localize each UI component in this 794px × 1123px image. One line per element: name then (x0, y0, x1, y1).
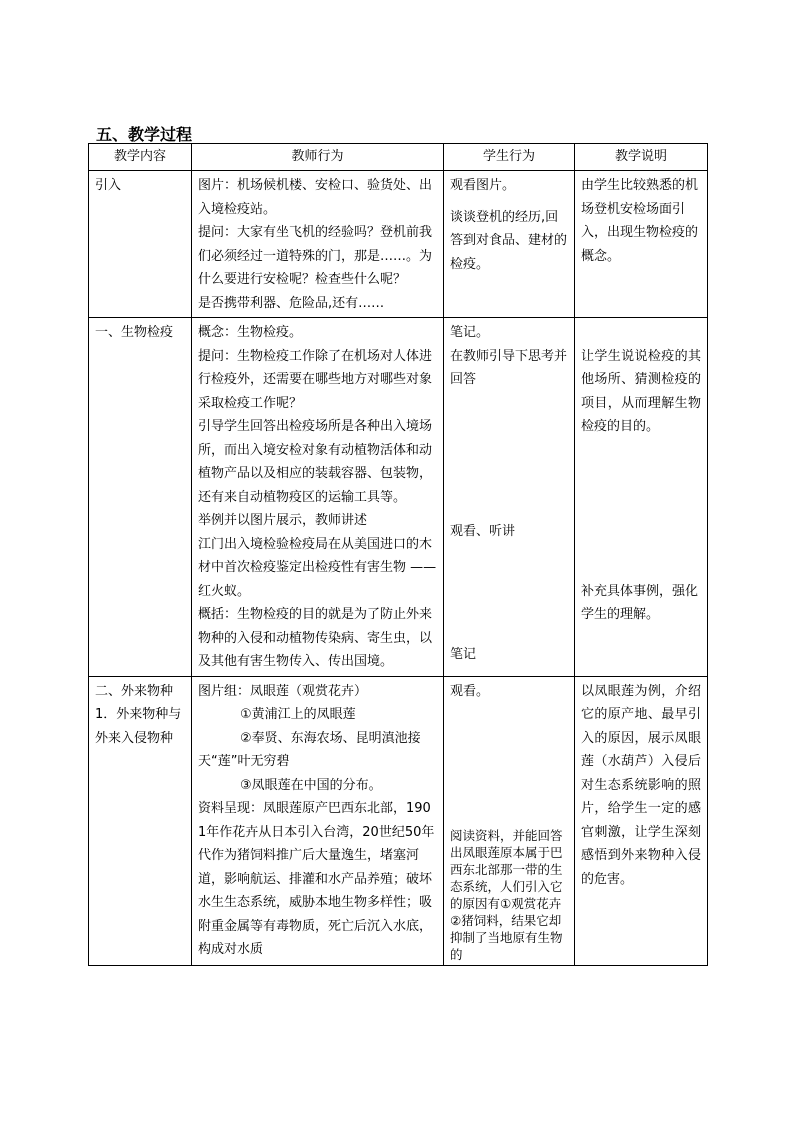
cell-content (89, 676, 192, 965)
teacher-text: 引导学生回答出检疫场所是各种出入境场所，而出入境安检对象有动植物活体和动植物产品以及相应的装载容器、包装物，还有来自动植物疫区的运输工具等。 (198, 419, 433, 505)
cell-note (575, 318, 708, 677)
note-text: 让学生说说检疫的其他场所、猜测检疫的项目，从而理解生物检疫的目的。 (581, 348, 701, 434)
table-row (89, 676, 708, 965)
cell-teacher (192, 676, 444, 965)
content-text: 引入 (95, 178, 122, 193)
teacher-text: 举例并以图片展示，教师讲述 (198, 513, 368, 528)
teacher-text: 图片：机场候机楼、安检口、验货处、出入境检疫站。 (198, 178, 433, 217)
content-text: 1．外来物种与外来入侵物种 (95, 707, 182, 746)
student-text: 在教师引导下思考并回答 (450, 348, 568, 387)
teacher-text: ②奉贤、东海农场、昆明滇池接天“莲”叶无穷碧 (198, 730, 421, 769)
cell-student (444, 318, 575, 677)
student-text: 笔记。 (450, 325, 490, 340)
content-text: 一、生物检疫 (95, 325, 174, 340)
student-text: 观看图片。 (450, 178, 516, 193)
note-text: 由学生比较熟悉的机场登机安检场面引入，出现生物检疫的概念。 (581, 178, 699, 264)
teacher-text: 是否携带利器、危险品,还有…… (198, 295, 385, 311)
cell-note (575, 171, 708, 318)
cell-student (444, 171, 575, 318)
student-text: 谈谈登机的经历,回答到对食品、建材的检疫。 (450, 209, 568, 272)
student-text: 阅读资料，并能回答出凤眼莲原本属于巴西东北部那一带的生态系统，人们引入它的原因有①观赏花卉②猪饲料，结果它却抑制了当地原有生物的 (450, 827, 563, 962)
note-text: 以凤眼莲为例，介绍它的原产地、最早引入的原因，展示凤眼莲（水葫芦）入侵后对生态系统影响的照片，给学生一定的感官刺激，让学生深刻感悟到外来物种入侵的危害。 (581, 683, 701, 887)
teacher-text: 图片组：凤眼莲（观赏花卉） (198, 683, 368, 699)
student-text: 观看、听讲 (450, 523, 516, 539)
table-header-row (89, 144, 708, 171)
section-title: 五、教学过程 (96, 125, 193, 144)
table-row (89, 171, 708, 318)
cell-teacher (192, 318, 444, 677)
header-student: 学生行为 (444, 144, 575, 171)
teacher-text: 概念：生物检疫。 (198, 325, 303, 340)
content-text: 二、外来物种 (95, 683, 174, 699)
cell-teacher (192, 171, 444, 318)
cell-content (89, 171, 192, 318)
cell-note (575, 676, 708, 965)
teacher-text: ③凤眼莲在中国的分布。 (240, 777, 382, 793)
teaching-process-table (88, 143, 708, 966)
student-text: 笔记 (450, 647, 477, 662)
cell-content (89, 318, 192, 677)
header-note: 教学说明 (575, 144, 708, 171)
teacher-text: 提问：大家有坐飞机的经验吗？登机前我们必须经过一道特殊的门，那是……。为什么要进行安检呢？检查些什么呢？ (198, 225, 433, 287)
teacher-text: 提问：生物检疫工作除了在机场对人体进行检疫外，还需要在哪些地方对哪些对象采取检疫工作呢？ (198, 348, 433, 411)
header-teacher: 教师行为 (192, 144, 444, 171)
cell-student (444, 676, 575, 965)
teacher-text: 概括：生物检疫的目的就是为了防止外来物种的入侵和动植物传染病、寄生虫，以及其他有害生物传入、传出国境。 (198, 607, 433, 669)
header-content: 教学内容 (89, 144, 192, 171)
note-text: 补充具体事例，强化学生的理解。 (581, 583, 699, 622)
teacher-text: ①黄浦江上的凤眼莲 (240, 707, 356, 722)
teacher-text: 资料呈现：凤眼莲原产巴西东北部，1901年作花卉从日本引入台湾，20世纪50年代作为猪饲料推广后大量逸生，堵塞河道，影响航运、排灌和水产品养殖；破坏水生生态系统，威胁本地生物多样性；吸附重金属等有毒物质，死亡后沉入水底，构成对水质 (198, 801, 435, 957)
student-text: 观看。 (450, 683, 490, 699)
table-row (89, 318, 708, 677)
teacher-text: 江门出入境检验检疫局在从美国进口的木材中首次检疫鉴定出检疫性有害生物 ——红火蚁。 (198, 536, 437, 599)
